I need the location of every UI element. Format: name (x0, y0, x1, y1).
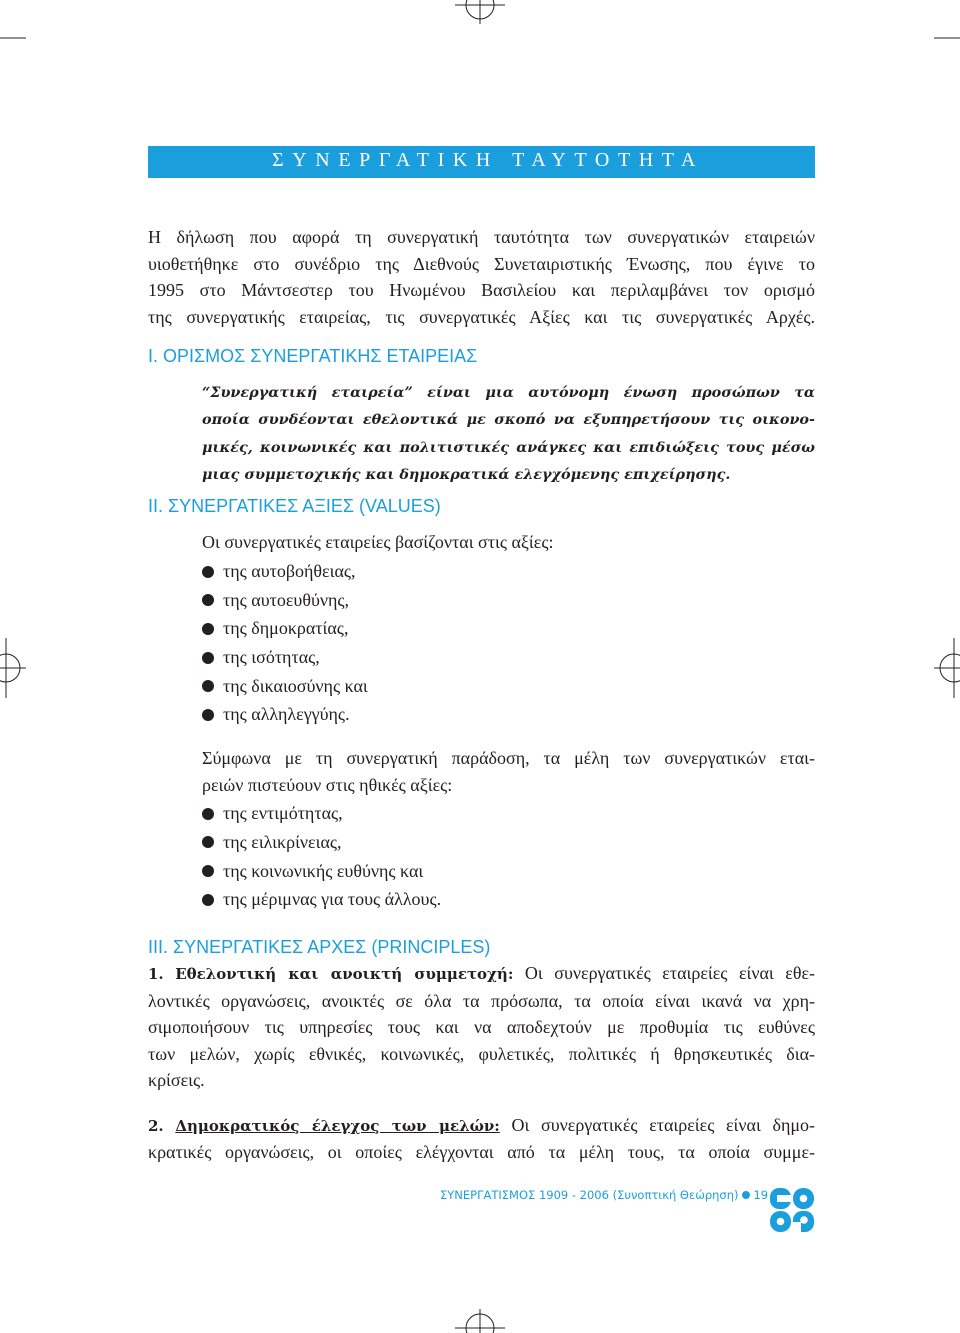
footer-dot-icon (742, 1191, 750, 1199)
list-item: της κοινωνικής ευθύνης και (202, 857, 815, 886)
registration-mark-left (0, 638, 26, 698)
page-title: ΣΥΝΕΡΓΑΤΙΚΗ ΤΑΥΤΟΤΗΤΑ (272, 149, 705, 171)
principle-title: Εθελοντική και ανοικτή συμμετοχή: (175, 965, 514, 984)
principle-line: των μελών, χωρίς εθνικές, κοινωνικές, φυλετικές, πολιτικές ή θρησκευτικές δια- (148, 1043, 815, 1064)
section-heading-definition: I. ΟΡΙΣΜΟΣ ΣΥΝΕΡΓΑΤΙΚΗΣ ΕΤΑΙΡΕΙΑΣ (148, 346, 478, 366)
intro-line: 1995 στο Μάντσεστερ του Ηνωμένου Βασιλείου και περιλαμβάνει τον ορισμό (148, 280, 815, 300)
ethical-values-list (202, 799, 815, 914)
principle-line: 2. Δημοκρατικός έλεγχος των μελών: Οι συνεργατικές εταιρείες είναι δημο- (148, 1114, 816, 1135)
values-block (202, 529, 815, 914)
section-heading-principles: III. ΣΥΝΕΡΓΑΤΙΚΕΣ ΑΡΧΕΣ (PRINCIPLES) (148, 936, 491, 957)
principle-line: κρίσεις. (148, 1070, 205, 1091)
list-item: της δημοκρατίας, (202, 614, 815, 643)
bullet-icon (202, 894, 214, 906)
bullet-icon (202, 594, 214, 606)
values-list (202, 557, 815, 729)
registration-mark-top (455, 0, 505, 24)
principle-title: Δημοκρατικός έλεγχος των μελών: (175, 1116, 500, 1135)
list-item: της αυτοευθύνης, (202, 586, 815, 615)
list-item: της μέριμνας για τους άλλους. (202, 885, 815, 914)
values-intro: Οι συνεργατικές εταιρείες βασίζονται στις αξίες: (202, 532, 554, 552)
intro-paragraph (148, 224, 815, 330)
ethics-intro-line: ρειών πιστεύουν στις ηθικές αξίες: (202, 774, 453, 795)
title-banner (148, 146, 815, 178)
ethics-intro-line: Σύμφωνα με τη συνεργατική παράδοση, τα μέλη των συνεργατικών εται- (202, 748, 815, 769)
principle-line: σιμοποιήσουν τις υπηρεσίες τους και να αποδεχτούν με προθυμία τις ευθύνες (148, 1017, 815, 1038)
list-item: της εντιμότητας, (202, 799, 815, 828)
list-item: της ειλικρίνειας, (202, 828, 815, 857)
bullet-icon (202, 865, 214, 877)
intro-line: της συνεργατικής εταιρείας, τις συνεργατικές Αξίες και τις συνεργατικές Αρχές. (148, 306, 815, 327)
list-item: της αλληλεγγύης. (202, 700, 815, 729)
bullet-icon (202, 652, 214, 664)
bullet-icon (202, 709, 214, 721)
intro-line: Η δήλωση που αφορά τη συνεργατική ταυτότητα των συνεργατικών εταιρειών (148, 227, 815, 247)
page-footer (440, 1188, 768, 1202)
list-item: της ισότητας, (202, 643, 815, 672)
footer-title: ΣΥΝΕΡΓΑΤΙΣΜΟΣ 1909 - 2006 (Συνοπτική Θεώρηση) (440, 1188, 739, 1202)
bullet-icon (202, 566, 214, 578)
definition-line: “Συνεργατική εταιρεία” είναι μια αυτόνομη ένωση προσώπων τα (202, 383, 815, 401)
principle-1 (148, 960, 815, 1094)
bullet-icon (202, 623, 214, 635)
definition-line: μικές, κοινωνικές και πολιτιστικές ανάγκες και επιδιώξεις τους μέσω (202, 438, 815, 456)
principle-line: 1. Εθελοντική και ανοικτή συμμετοχή: Οι συνεργατικές εταιρείες είναι εθε- (148, 963, 816, 984)
registration-mark-right (934, 638, 960, 698)
section-heading-values: II. ΣΥΝΕΡΓΑΤΙΚΕΣ ΑΞΙΕΣ (VALUES) (148, 495, 441, 516)
definition-line: μιας συμμετοχικής και δημοκρατικά ελεγχόμενης επιχείρησης. (202, 466, 731, 483)
page-body (148, 224, 815, 1166)
registration-mark-bottom (455, 1309, 505, 1333)
principle-number: 1. (148, 965, 164, 984)
bullet-icon (202, 836, 214, 848)
list-item: της αυτοβοήθειας, (202, 557, 815, 586)
principle-line: λοντικές οργανώσεις, ανοικτές σε όλα τα πρόσωπα, τα οποία είναι ικανά να χρη- (148, 990, 815, 1011)
crop-mark-top-left (0, 0, 30, 40)
definition-block (202, 379, 815, 489)
bullet-icon (202, 808, 214, 820)
page-number: 19 (753, 1188, 769, 1202)
principle-line: κρατικές οργανώσεις, οι οποίες ελέγχονται από τα μέλη τους, τα οποία συμμε- (148, 1142, 815, 1163)
intro-line: υιοθετήθηκε στο συνέδριο της Διεθνούς Συνεταιριστικής Ένωσης, που έγινε το (148, 253, 815, 274)
ethics-intro (202, 745, 815, 798)
principle-2 (148, 1112, 815, 1166)
principle-number: 2. (148, 1116, 164, 1135)
bullet-icon (202, 680, 214, 692)
definition-line: οποία συνδέονται εθελοντικά με σκοπό να εξυπηρετήσουν τις οικονο- (202, 411, 815, 428)
coop-logo-icon (769, 1187, 815, 1233)
crop-mark-top-right (930, 0, 960, 40)
list-item: της δικαιοσύνης και (202, 672, 815, 701)
